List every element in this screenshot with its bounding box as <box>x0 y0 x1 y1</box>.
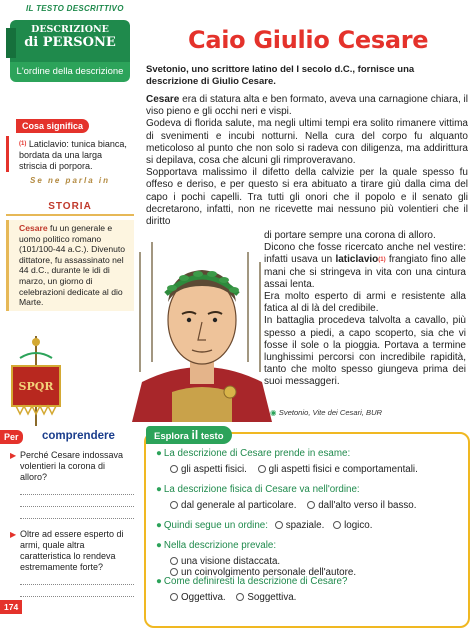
radio-circle-icon[interactable] <box>170 593 178 601</box>
history-text <box>6 220 134 311</box>
option-radio[interactable] <box>170 592 226 603</box>
radio-circle-icon[interactable] <box>236 593 244 601</box>
answer-line[interactable] <box>20 585 134 597</box>
explore-tab-num: il <box>191 428 199 442</box>
paragraph-3-continued: di portare sempre una corona di alloro. <box>264 230 436 241</box>
exercise-question-2 <box>156 484 360 495</box>
bullet-icon: ● <box>156 540 162 551</box>
comprehension-question-2 <box>0 527 140 573</box>
radio-circle-icon[interactable] <box>170 465 178 473</box>
option-radio[interactable] <box>333 520 372 531</box>
exercise-question-1-text: La descrizione di Cesare prende in esame: <box>163 448 351 459</box>
option-label: gli aspetti fisici e comportamentali. <box>268 464 418 475</box>
genre-label: IL TESTO DESCRITTIVO <box>26 4 124 13</box>
option-label: spaziale. <box>285 520 325 531</box>
answer-line[interactable] <box>20 483 134 495</box>
option-label: Soggettiva. <box>247 592 297 603</box>
footnote-ref: (1) <box>378 257 386 264</box>
radio-circle-icon[interactable] <box>170 557 178 565</box>
history-overline: Se ne parla in <box>29 176 111 185</box>
paragraph-4 <box>264 242 466 291</box>
exercise-question-5-text: Come definiresti la descrizione di Cesare? <box>163 576 348 587</box>
glossary-label: Cosa significa <box>16 119 89 133</box>
history-title: STORIA <box>6 201 134 216</box>
comprehension-header <box>0 428 140 448</box>
history-box <box>6 176 134 336</box>
option-label: logico. <box>344 520 373 531</box>
spqr-text: SPQR <box>18 380 54 393</box>
comprehension-question-1-text: Perché Cesare indossava volentieri la corona di alloro? <box>20 450 124 482</box>
glossary-text <box>6 136 134 172</box>
option-radio[interactable] <box>275 520 325 531</box>
option-radio[interactable] <box>170 464 247 475</box>
comprehension-question-2-text: Oltre ad essere esperto di armi, quale altra caratteristica lo rendeva estremamente forte? <box>20 529 124 572</box>
source-text: Svetonio, Vite dei Cesari, BUR <box>278 408 383 417</box>
history-name: Cesare <box>19 223 48 233</box>
explore-text-box <box>144 428 470 628</box>
option-label: gli aspetti fisici. <box>181 464 247 475</box>
glossary-note-number: (1) <box>19 141 27 147</box>
option-label: una visione distaccata. <box>181 556 281 567</box>
paragraph-1 <box>146 94 468 118</box>
radio-circle-icon[interactable] <box>258 465 266 473</box>
section-banner <box>10 20 130 116</box>
radio-circle-icon[interactable] <box>275 521 283 529</box>
glossary-term: Laticlavio <box>28 139 67 149</box>
exercise-question-3-text: Quindi segue un ordine: <box>163 520 268 531</box>
answer-line[interactable] <box>20 495 134 507</box>
body-text-right <box>264 230 466 389</box>
banner-subtitle: L'ordine della descrizione <box>10 62 130 82</box>
banner-ribbon <box>6 28 16 58</box>
exercise-question-4-text: Nella descrizione prevale: <box>163 540 277 551</box>
explore-tab <box>146 426 232 444</box>
exercise-question-5 <box>156 576 347 587</box>
paragraph-1-name: Cesare <box>146 94 180 105</box>
option-label: un coinvolgimento personale dell'autore. <box>181 567 357 578</box>
exercise-options-4 <box>170 556 468 578</box>
bullet-icon: ● <box>156 484 162 495</box>
exercise-options-5 <box>170 592 304 603</box>
comprehension-box <box>0 428 140 618</box>
radio-circle-icon[interactable] <box>170 568 178 576</box>
explore-tab-b: testo <box>200 431 224 442</box>
comprehension-question-1 <box>0 448 140 483</box>
exercise-options-1 <box>170 464 426 475</box>
source-icon: ◉ <box>270 408 277 417</box>
bullet-icon: ● <box>156 520 162 531</box>
page-title: Caio Giulio Cesare <box>188 26 429 54</box>
option-radio[interactable] <box>258 464 418 475</box>
arrow-icon: ▶ <box>10 451 17 460</box>
banner-title <box>10 20 130 62</box>
exercise-question-2-text: La descrizione fisica di Cesare va nell'ordine: <box>163 484 360 495</box>
comprehension-tag: Per <box>0 430 23 444</box>
laticlavio-term: laticlavio <box>335 254 379 266</box>
option-label: dall'alto verso il basso. <box>318 500 417 511</box>
banner-line-2: di PERSONE <box>24 35 116 50</box>
radio-circle-icon[interactable] <box>307 501 315 509</box>
paragraph-4-a: Dicono che fosse ricercato anche nel vestire: infatti usava un <box>264 242 466 266</box>
bullet-icon: ● <box>156 576 162 587</box>
radio-circle-icon[interactable] <box>333 521 341 529</box>
paragraph-6: In battaglia procedeva talvolta a cavallo, più spesso a piedi, a capo scoperto, sia che vi fosse il sole o la pioggia. Portava a termine lunghissimi percorsi con incredibile rapidità, tanto che molto spesso giungeva prima dei suoi messaggeri. <box>264 315 466 388</box>
banner-line-1: DESCRIZIONE <box>31 24 109 35</box>
page-number: 174 <box>0 600 22 614</box>
option-radio[interactable] <box>170 500 296 511</box>
spqr-standard-illustration <box>6 336 66 426</box>
option-radio[interactable] <box>307 500 416 511</box>
spqr-standard-icon <box>6 336 66 426</box>
caesar-portrait-illustration <box>132 232 272 422</box>
glossary-definition: : tunica bianca, bordata da una larga striscia di porpora. <box>19 139 127 171</box>
intro-text: Svetonio, uno scrittore latino del I secolo d.C., fornisce una descrizione di Giulio Cesare. <box>146 64 415 87</box>
paragraph-2: Godeva di florida salute, ma negli ultimi tempi era solito rimanere vittima di svenimenti e incubi notturni. Nella cura del corpo fu alquanto meticoloso al punto che non solo si radeva con diligenza, ma addirittura si depilava, cosa che alcuni gli rimproveravano. <box>146 118 468 167</box>
option-radio[interactable] <box>236 592 296 603</box>
body-text-top <box>146 94 468 228</box>
paragraph-1-body: era di statura alta e ben formato, aveva una carnagione chiara, il viso pieno e gli occhi neri e vispi. <box>146 94 468 118</box>
explore-tab-a: Esplora <box>154 431 189 442</box>
exercise-question-3 <box>156 520 372 531</box>
option-radio[interactable] <box>170 556 280 567</box>
paragraph-4-b: frangiato fino alle mani che si stringeva in vita con una cintura assai lenta. <box>264 254 466 290</box>
paragraph-5: Era molto esperto di armi e resistente alla fatica al di là del credibile. <box>264 291 466 315</box>
exercise-options-2 <box>170 500 424 511</box>
glossary-box <box>6 116 134 172</box>
answer-line[interactable] <box>20 507 134 519</box>
sidebar <box>0 0 140 632</box>
source-citation <box>270 408 382 417</box>
paragraph-3: Sopportava malissimo il difetto della calvizie per la quale spesso fu offeso e deriso, e per questo si era abituato a tirare giù dalla cima del capo i pochi capelli. Tra tutti gli onori che il popolo e il senato gli decretarono, infatti, non ne ricevette mai nessuno più volentieri che il diritto <box>146 167 468 228</box>
option-label: Oggettiva. <box>181 592 226 603</box>
option-label: dal generale al particolare. <box>181 500 297 511</box>
radio-circle-icon[interactable] <box>170 501 178 509</box>
arrow-icon: ▶ <box>10 530 17 539</box>
caesar-portrait-icon <box>132 232 272 422</box>
main-column <box>144 0 470 632</box>
exercise-question-1 <box>156 448 350 459</box>
comprehension-title: comprendere <box>42 430 115 442</box>
exercise-question-4 <box>156 540 276 551</box>
history-body: fu un generale e uomo politico romano (101/100-44 a.C.). Divenuto dittatore, fu assassinato nel 44 d.C., durante le idi di marzo, un giorno di celebrazioni dedicate al dio Marte. <box>19 223 126 308</box>
bullet-icon: ● <box>156 448 162 459</box>
answer-line[interactable] <box>20 573 134 585</box>
